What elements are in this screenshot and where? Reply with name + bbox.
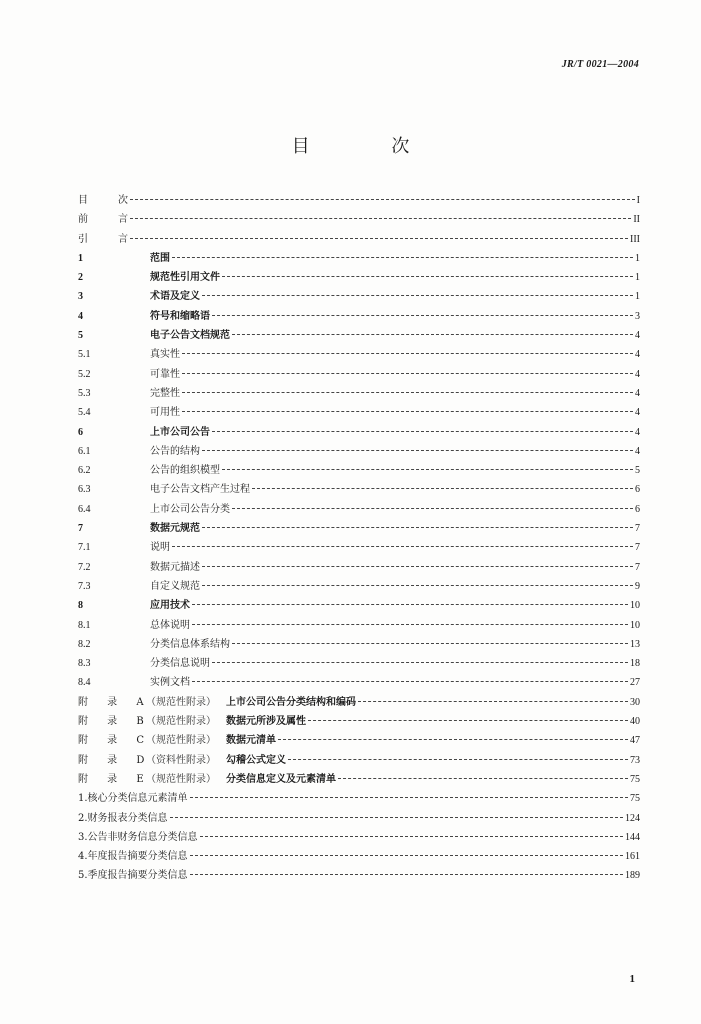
toc-entry[interactable]: [78, 191, 640, 210]
toc-entry-note: （规范性附录）: [146, 696, 216, 708]
toc-dot-leader: [130, 237, 628, 239]
toc-entry-number: 附 录 A: [78, 696, 152, 708]
toc-entry-page: 4: [635, 426, 640, 438]
toc-dot-leader: [190, 873, 623, 875]
toc-entry-number: 5: [78, 330, 83, 342]
toc-entry[interactable]: [78, 519, 640, 538]
toc-dot-leader: [202, 584, 633, 586]
toc-dot-leader: [232, 642, 628, 644]
toc-entry-number: 7.3: [78, 580, 91, 592]
toc-entry-number: 5.4: [78, 407, 91, 419]
toc-dot-leader: [182, 410, 633, 412]
toc-entry-note: （资料性附录）: [146, 754, 216, 766]
toc-entry[interactable]: [78, 654, 640, 673]
toc-entry-page: III: [630, 233, 640, 245]
toc-dot-leader: [212, 661, 628, 663]
toc-dot-leader: [288, 758, 628, 760]
toc-entry-number: 6: [78, 426, 83, 438]
toc-dot-leader: [202, 526, 633, 528]
toc-entry[interactable]: [78, 500, 640, 519]
toc-entry-label: 5.季度报告摘要分类信息: [78, 870, 188, 882]
toc-entry-note: （规范性附录）: [146, 773, 216, 785]
toc-dot-leader: [190, 854, 623, 856]
toc-entry[interactable]: [78, 635, 640, 654]
toc-entry[interactable]: [78, 712, 640, 731]
toc-entry-note: （规范性附录）: [146, 716, 216, 728]
toc-entry[interactable]: [78, 847, 640, 866]
toc-entry[interactable]: [78, 442, 640, 461]
toc-entry-number: 7.1: [78, 542, 91, 554]
toc-dot-leader: [170, 816, 623, 818]
toc-entry[interactable]: [78, 789, 640, 808]
toc-entry[interactable]: [78, 731, 640, 750]
toc-entry-page: 40: [630, 716, 640, 728]
toc-dot-leader: [192, 603, 628, 605]
toc-entry-number: 6.1: [78, 445, 91, 457]
toc-entry-label: 上市公司公告分类结构和编码: [226, 696, 356, 708]
toc-entry-number: 2: [78, 272, 83, 284]
toc-entry-number: 附 录 B: [78, 716, 152, 728]
toc-dot-leader: [252, 487, 633, 489]
toc-entry-page: 4: [635, 387, 640, 399]
toc-entry-page: 161: [625, 851, 640, 863]
toc-entry-label: 数据元规范: [150, 523, 200, 535]
toc-entry-label: 上市公司公告分类: [150, 503, 230, 515]
toc-entry[interactable]: [78, 461, 640, 480]
toc-dot-leader: [202, 565, 633, 567]
toc-entry-label: 电子公告文档规范: [150, 330, 230, 342]
toc-entry-label: 符号和缩略语: [150, 310, 210, 322]
toc-dot-leader: [308, 719, 628, 721]
toc-entry-number: 附 录 C: [78, 735, 153, 747]
toc-entry-number: 前: [78, 214, 88, 226]
toc-dot-leader: [190, 796, 628, 798]
toc-entry-label: 言: [118, 214, 128, 226]
toc-entry[interactable]: [78, 210, 640, 229]
toc-dot-leader: [212, 314, 633, 316]
toc-dot-leader: [222, 275, 633, 277]
toc-entry-page: II: [633, 214, 640, 226]
toc-entry-page: 10: [630, 619, 640, 631]
toc-entry-label: 说明: [150, 542, 170, 554]
toc-entry-page: 10: [630, 600, 640, 612]
toc-dot-leader: [172, 256, 633, 258]
toc-entry-page: 7: [635, 561, 640, 573]
toc-entry[interactable]: [78, 616, 640, 635]
toc-entry-label: 数据元清单: [226, 735, 276, 747]
toc-dot-leader: [130, 217, 631, 219]
toc-dot-leader: [232, 333, 633, 335]
toc-entry-page: 3: [635, 310, 640, 322]
toc-entry-number: 8.3: [78, 658, 91, 670]
toc-entry[interactable]: [78, 230, 640, 249]
toc-entry-label: 实例文档: [150, 677, 190, 689]
toc-entry[interactable]: [78, 558, 640, 577]
toc-entry-label: 1.核心分类信息元素清单: [78, 793, 188, 805]
toc-entry-page: 1: [635, 272, 640, 284]
toc-dot-leader: [338, 777, 628, 779]
page-number: 1: [629, 973, 635, 985]
toc-entry-page: 13: [630, 638, 640, 650]
toc-entry[interactable]: [78, 596, 640, 615]
toc-entry[interactable]: [78, 673, 640, 692]
toc-dot-leader: [232, 507, 633, 509]
toc-dot-leader: [202, 449, 633, 451]
toc-entry[interactable]: [78, 480, 640, 499]
toc-dot-leader: [192, 623, 628, 625]
toc-entry-page: 27: [630, 677, 640, 689]
toc-entry-label: 总体说明: [150, 619, 190, 631]
toc-entry-label: 可靠性: [150, 368, 180, 380]
toc-entry-label: 数据元所涉及属性: [226, 716, 306, 728]
toc-entry[interactable]: [78, 287, 640, 306]
toc-entry-number: 1: [78, 252, 83, 264]
toc-entry-page: 75: [630, 793, 640, 805]
toc-dot-leader: [182, 352, 633, 354]
toc-entry-page: 73: [630, 754, 640, 766]
toc-entry-label: 2.财务报表分类信息: [78, 812, 168, 824]
document-code: JR/T 0021—2004: [561, 59, 639, 70]
toc-entry[interactable]: [78, 866, 640, 885]
toc-entry-page: 6: [635, 503, 640, 515]
toc-entry-number: 7: [78, 523, 83, 535]
toc-entry-page: 1: [635, 252, 640, 264]
toc-entry-label: 术语及定义: [150, 291, 200, 303]
toc-entry-number: 6.3: [78, 484, 91, 496]
toc-entry-page: 189: [625, 870, 640, 882]
toc-entry-page: 4: [635, 330, 640, 342]
toc-entry-page: 5: [635, 465, 640, 477]
toc-entry-page: 4: [635, 368, 640, 380]
toc-entry-page: 144: [625, 831, 640, 843]
toc-entry-number: 附 录 D: [78, 754, 153, 766]
toc-entry-label: 完整性: [150, 387, 180, 399]
toc-entry-page: 6: [635, 484, 640, 496]
toc-entry-number: 6.2: [78, 465, 91, 477]
toc-entry[interactable]: [78, 249, 640, 268]
toc-entry-page: 1: [635, 291, 640, 303]
toc-entry[interactable]: [78, 538, 640, 557]
toc-dot-leader: [182, 391, 633, 393]
toc-entry-label: 应用技术: [150, 600, 190, 612]
toc-entry-page: 30: [630, 696, 640, 708]
toc-entry-page: 75: [630, 773, 640, 785]
toc-entry-number: 8.1: [78, 619, 91, 631]
toc-entry-label: 规范性引用文件: [150, 272, 220, 284]
toc-dot-leader: [358, 700, 628, 702]
toc-entry-number: 引: [78, 233, 88, 245]
toc-dot-leader: [172, 545, 633, 547]
toc-entry[interactable]: [78, 693, 640, 712]
toc-entry[interactable]: [78, 770, 640, 789]
table-of-contents: [78, 191, 640, 886]
toc-entry-number: 8.2: [78, 638, 91, 650]
toc-entry-label: 真实性: [150, 349, 180, 361]
toc-entry-page: 7: [635, 523, 640, 535]
toc-entry-number: 7.2: [78, 561, 91, 573]
toc-entry[interactable]: [78, 268, 640, 287]
toc-entry-page: 4: [635, 445, 640, 457]
toc-entry-number: 目: [78, 195, 88, 206]
toc-dot-leader: [202, 294, 633, 296]
toc-entry-number: 8: [78, 600, 83, 612]
toc-entry[interactable]: [78, 307, 640, 326]
toc-entry-number: 3: [78, 291, 83, 303]
toc-entry-number: 6.4: [78, 503, 91, 515]
toc-entry-label: 分类信息体系结构: [150, 638, 230, 650]
toc-entry-note: （规范性附录）: [146, 735, 216, 747]
page-title: 目 次: [291, 136, 448, 157]
toc-entry-number: 8.4: [78, 677, 91, 689]
toc-dot-leader: [130, 198, 635, 200]
toc-dot-leader: [200, 835, 623, 837]
toc-entry-number: 4: [78, 310, 83, 322]
toc-entry-label: 4.年度报告摘要分类信息: [78, 851, 188, 863]
toc-entry[interactable]: [78, 577, 640, 596]
toc-entry-page: 47: [630, 735, 640, 747]
toc-entry-page: I: [636, 195, 640, 206]
toc-entry[interactable]: [78, 345, 640, 364]
toc-entry-number: 5.1: [78, 349, 91, 361]
toc-entry-page: 124: [625, 812, 640, 824]
toc-entry-label: 数据元描述: [150, 561, 200, 573]
toc-entry[interactable]: [78, 384, 640, 403]
toc-dot-leader: [212, 430, 633, 432]
toc-entry-label: 勾稽公式定义: [226, 754, 286, 766]
toc-entry-label: 上市公司公告: [150, 426, 210, 438]
toc-dot-leader: [222, 468, 633, 470]
toc-dot-leader: [278, 738, 628, 740]
toc-entry-number: 5.2: [78, 368, 91, 380]
toc-entry[interactable]: [78, 809, 640, 828]
toc-entry-label: 分类信息说明: [150, 658, 210, 670]
toc-entry-label: 公告的结构: [150, 445, 200, 457]
toc-entry-number: 附 录 E: [78, 773, 152, 785]
toc-entry-page: 7: [635, 542, 640, 554]
toc-entry[interactable]: [78, 751, 640, 770]
toc-entry-label: 次: [118, 195, 128, 206]
toc-dot-leader: [192, 680, 628, 682]
toc-entry-label: 言: [118, 233, 128, 245]
toc-entry-page: 4: [635, 349, 640, 361]
toc-entry[interactable]: [78, 326, 640, 345]
toc-entry-number: 5.3: [78, 387, 91, 399]
toc-entry-label: 自定义规范: [150, 580, 200, 592]
toc-entry-page: 9: [635, 580, 640, 592]
toc-entry-label: 公告的组织模型: [150, 465, 220, 477]
toc-entry-page: 18: [630, 658, 640, 670]
toc-entry-label: 分类信息定义及元素清单: [226, 773, 336, 785]
toc-entry-page: 4: [635, 407, 640, 419]
toc-entry-label: 范围: [150, 252, 170, 264]
toc-entry[interactable]: [78, 828, 640, 847]
toc-entry[interactable]: [78, 403, 640, 422]
toc-entry[interactable]: [78, 423, 640, 442]
toc-entry[interactable]: [78, 365, 640, 384]
toc-entry-label: 3.公告非财务信息分类信息: [78, 831, 198, 843]
toc-dot-leader: [182, 372, 633, 374]
toc-entry-label: 可用性: [150, 407, 180, 419]
toc-entry-label: 电子公告文档产生过程: [150, 484, 250, 496]
